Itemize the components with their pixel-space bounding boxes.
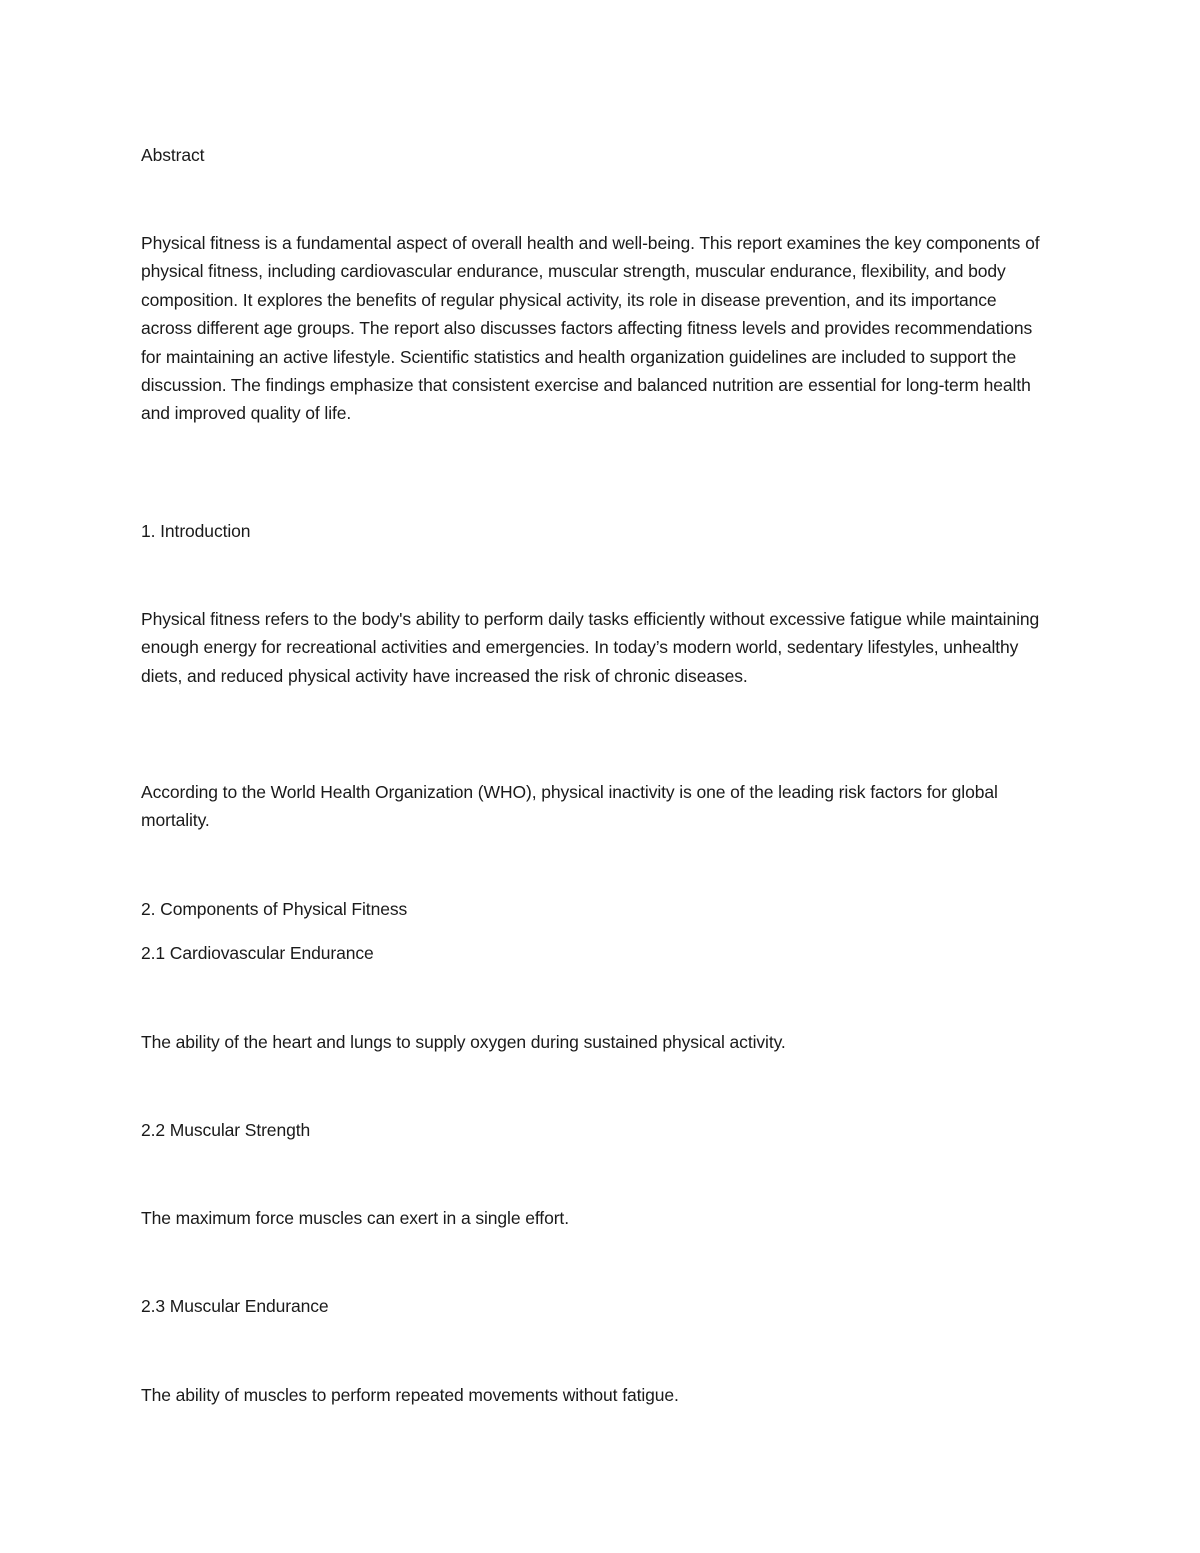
cardiovascular-endurance-text: The ability of the heart and lungs to supply oxygen during sustained physical activity.: [141, 1032, 786, 1052]
muscular-endurance-heading: 2.3 Muscular Endurance: [141, 1296, 329, 1316]
muscular-strength-heading: 2.2 Muscular Strength: [141, 1120, 311, 1140]
components-heading: 2. Components of Physical Fitness: [141, 899, 408, 919]
muscular-endurance-text: The ability of muscles to perform repeated movements without fatigue.: [141, 1385, 679, 1405]
introduction-heading: 1. Introduction: [141, 521, 251, 541]
introduction-paragraph-2: According to the World Health Organization (WHO), physical inactivity is one of the leading risk factors for global mortality.: [141, 782, 998, 831]
abstract-paragraph: Physical fitness is a fundamental aspect of overall health and well-being. This report examines the key components of physical fitness, including cardiovascular endurance, muscular strength, muscular endurance, flexibility, and body composition. It explores the benefits of regular physical activity, its role in disease prevention, and its importance across different age groups. The report also discusses factors affecting fitness levels and provides recommendations for maintaining an active lifestyle. Scientific statistics and health organization guidelines are included to support the discussion. The findings emphasize that consistent exercise and balanced nutrition are essential for long-term health and improved quality of life.: [141, 233, 1040, 424]
abstract-heading: Abstract: [141, 145, 205, 165]
muscular-strength-text: The maximum force muscles can exert in a single effort.: [141, 1208, 569, 1228]
cardiovascular-endurance-heading: 2.1 Cardiovascular Endurance: [141, 943, 374, 963]
introduction-paragraph-1: Physical fitness refers to the body's ability to perform daily tasks efficiently without excessive fatigue while maintaining enough energy for recreational activities and emergencies. In today’s modern world, sedentary lifestyles, unhealthy diets, and reduced physical activity have increased the risk of chronic diseases.: [141, 609, 1040, 686]
